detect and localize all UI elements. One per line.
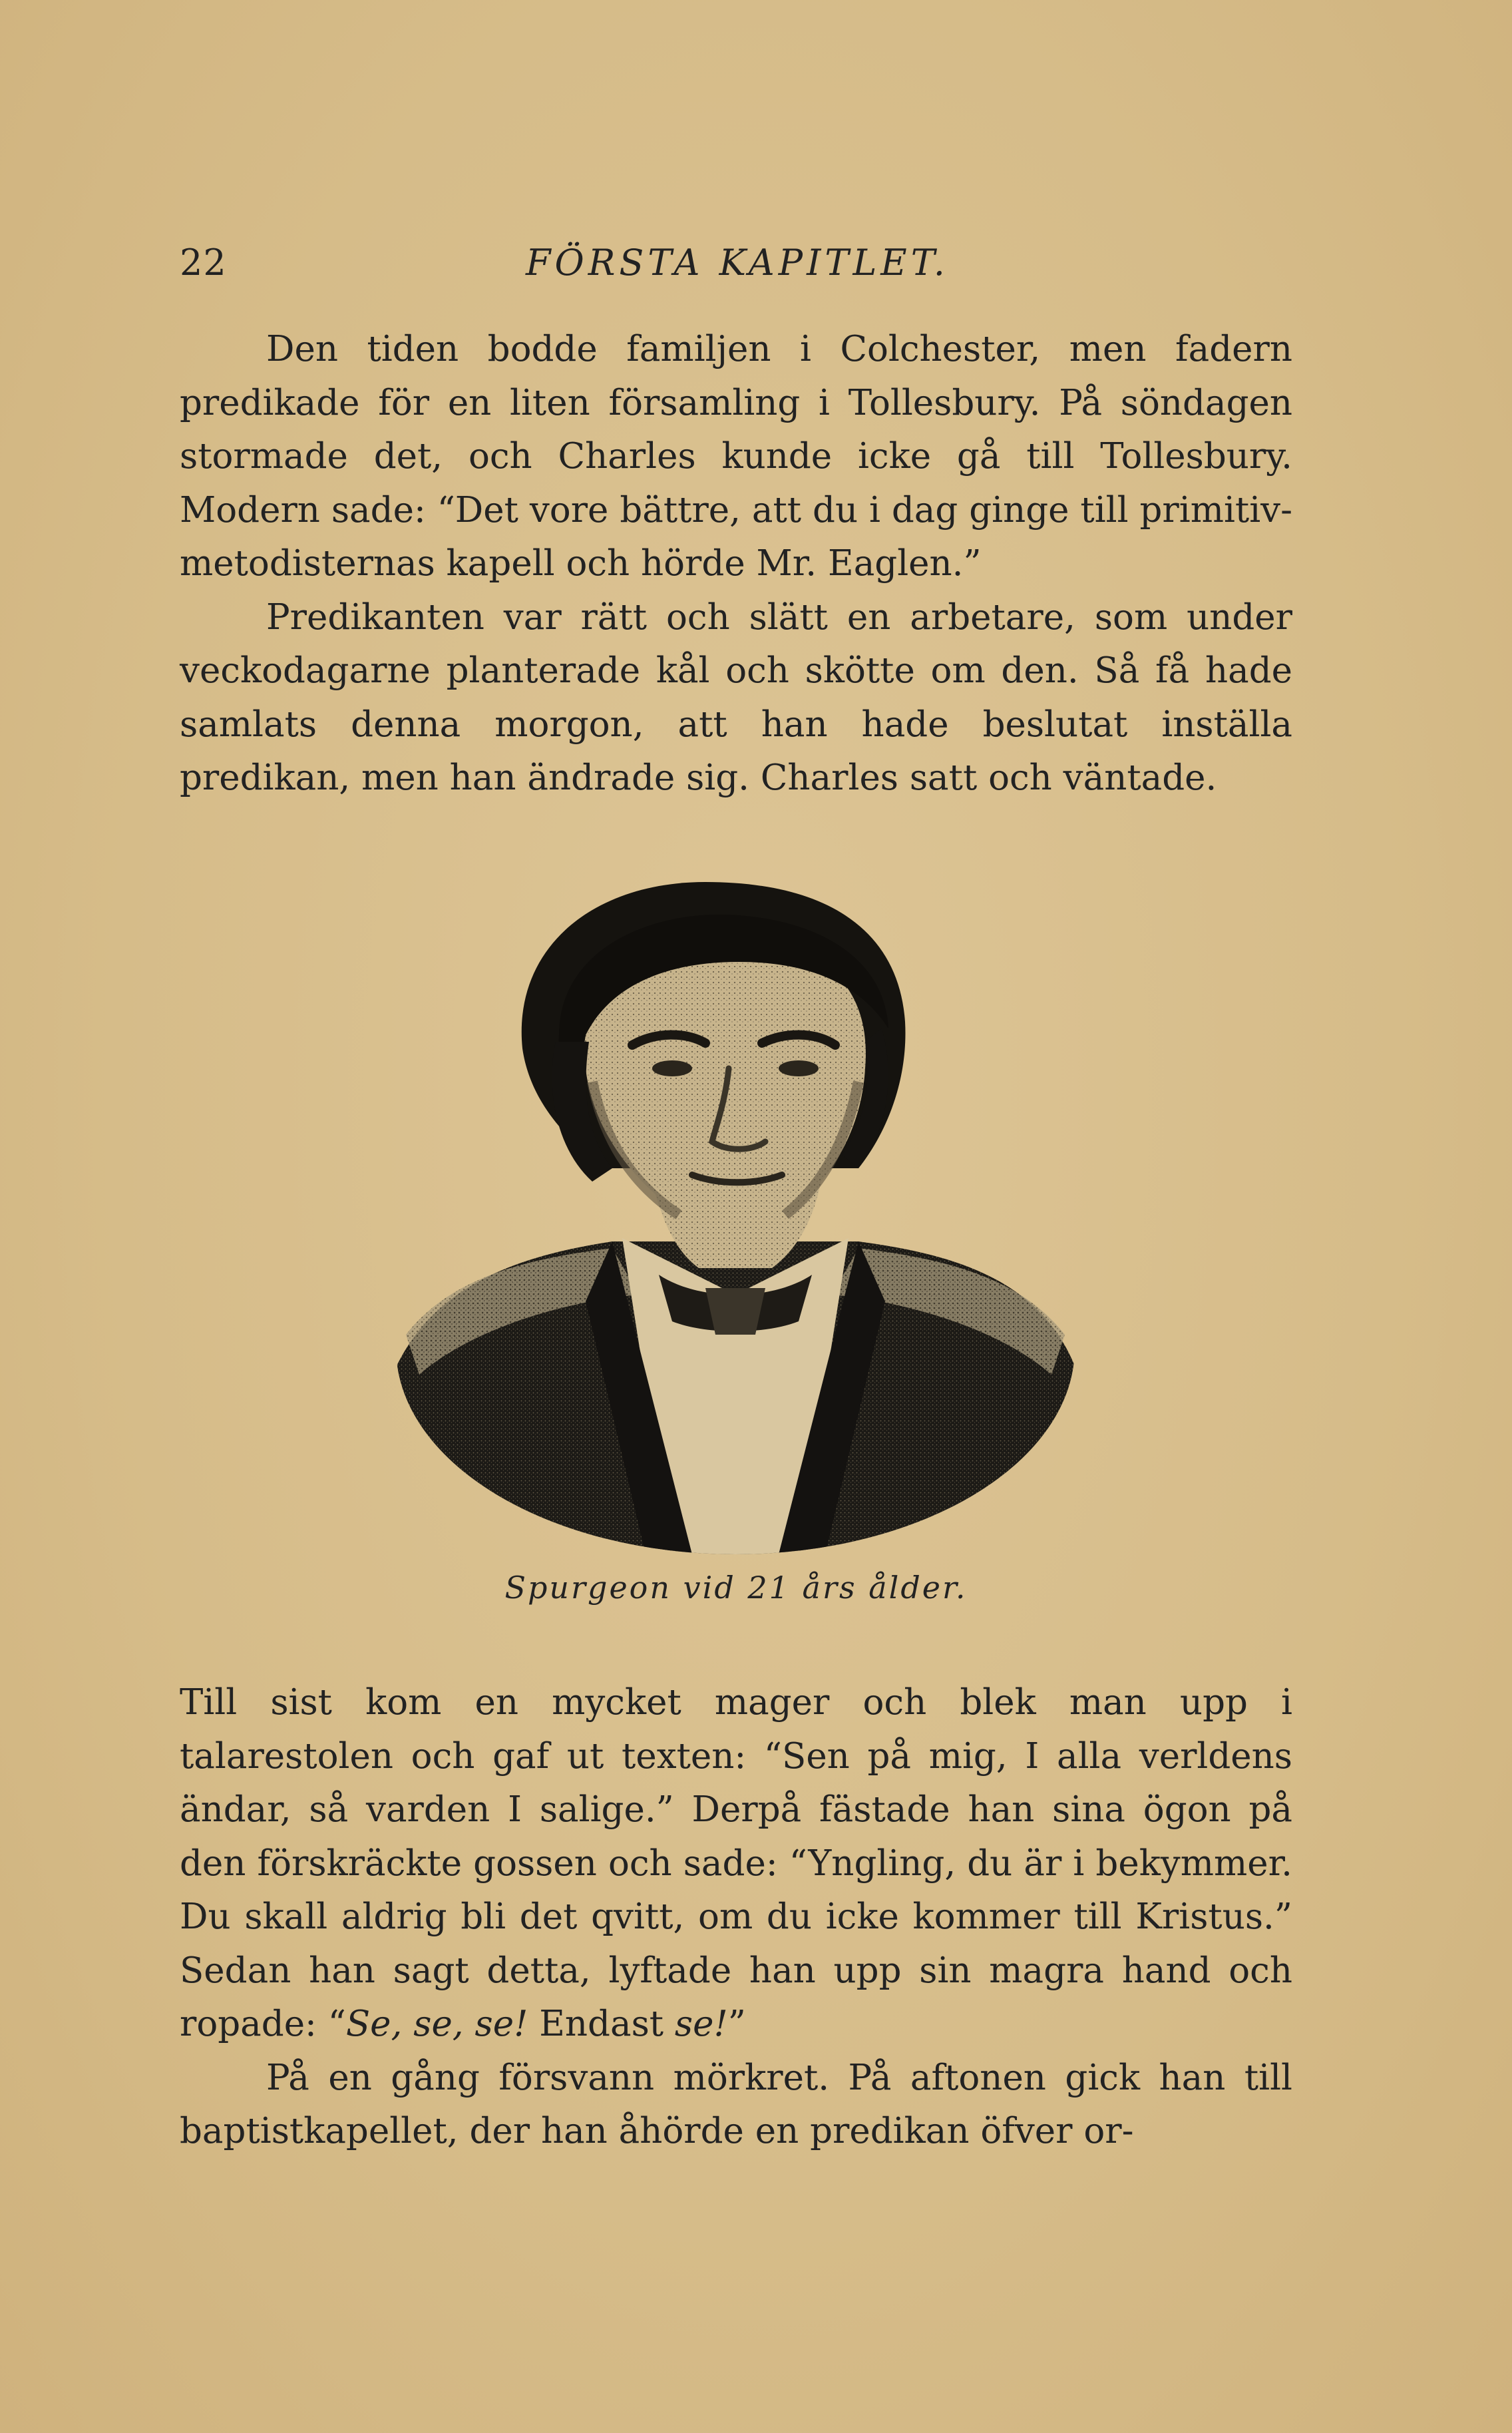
paragraph-text: Endast [528, 2004, 675, 2044]
text-block-top [180, 323, 1292, 805]
page-header [180, 236, 1298, 290]
page-number: 22 [180, 242, 227, 284]
paragraph: Den tiden bodde familjen i Colchester, men fadern predikade för en liten församling i Tollesbury. På söndagen stormade det, och Charles kunde icke gå till Tollesbury. Modern sade: “Det vore bättre, att du i dag ginge till primitiv-metodisternas kapell och hörde Mr. Eaglen.” [180, 329, 1292, 584]
paragraph-text: Till sist kom en mycket mager och blek man upp i talarestolen och gaf ut texten: “Sen på mig, I alla verldens ändar, så varden I salige.” Derpå fästade han sina ögon på den förskräckte gossen och sade: “Yngling, du är i bekymmer. Du skall aldrig bli det qvitt, om du icke kommer till Kristus.” Sedan han sagt detta, lyftade han upp sin magra hand och ropade: “ [180, 1682, 1292, 2044]
running-title: FÖRSTA KAPITLET. [526, 242, 949, 284]
paragraph: På en gång försvann mörkret. På aftonen gick han till baptistkapellet, der han åhörde en predikan öfver or- [180, 2057, 1292, 2151]
emphasis-text: se! [674, 2004, 728, 2044]
portrait-illustration [393, 869, 1078, 1554]
text-block-bottom [180, 1676, 1292, 2159]
paragraph: Predikanten var rätt och slätt en arbetare, som under veckodagarne planterade kål och skötte om den. Så få hade samlats denna morgon, att han hade beslutat inställa predikan, men han ändrade sig. Charles satt och väntade. [180, 596, 1292, 798]
paragraph-text: ” [727, 2004, 746, 2044]
paragraph [180, 1676, 1292, 2052]
illustration-caption: Spurgeon vid 21 års ålder. [504, 1570, 968, 1606]
emphasis-text: Se, se, se! [345, 2004, 528, 2044]
